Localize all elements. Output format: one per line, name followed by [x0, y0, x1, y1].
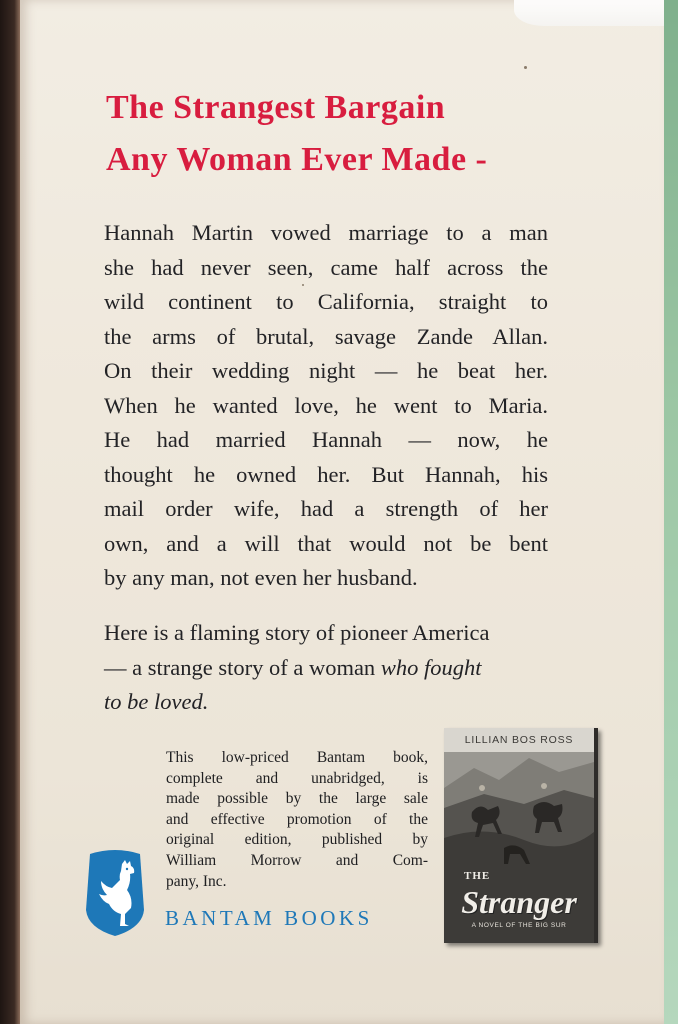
blurb-line: He had married Hannah — now, he — [104, 427, 548, 452]
closing-line-2 — [104, 651, 548, 686]
blurb-line: mail order wife, had a strength of her — [104, 496, 548, 521]
publisher-brand: BANTAM BOOKS — [165, 906, 373, 930]
publisher-note — [166, 748, 428, 892]
headline-line-1: The Strangest Bargain — [106, 89, 446, 126]
worn-corner — [514, 0, 664, 26]
blurb-line: wild continent to California, straight to — [104, 289, 548, 314]
book-title: Stranger — [461, 884, 577, 920]
book-subtitle: A NOVEL OF THE BIG SUR — [471, 922, 567, 929]
book-thumbnail — [444, 728, 598, 943]
blurb-line: by any man, not even her husband. — [104, 565, 418, 590]
book-author: LILLIAN BOS ROSS — [444, 728, 594, 752]
blurb-line: When he wanted love, he went to Maria. — [104, 392, 548, 418]
blurb-line: the arms of brutal, savage Zande Allan. — [104, 323, 548, 349]
publisher-note-line: pany, Inc. — [166, 872, 227, 890]
closing-line-1: Here is a flaming story of pioneer America — [104, 620, 490, 645]
book-cover-art — [444, 728, 594, 943]
publisher-note-line: complete and unabridged, is — [166, 769, 428, 787]
blurb-line: she had never seen, came half across the — [104, 254, 548, 280]
closing-line-3 — [104, 685, 548, 720]
headline — [106, 82, 566, 186]
publisher-note-line: original edition, published by — [166, 831, 428, 849]
book-title-prefix: THE — [464, 870, 491, 882]
blurb-line: On their wedding night — he beat her. — [104, 358, 548, 383]
headline-line-2: Any Woman Ever Made - — [106, 141, 488, 178]
closing-line-2-italic: who fought — [380, 654, 482, 680]
publisher-note-line: William Morrow and Com- — [166, 851, 428, 869]
publisher-note-line: This low-priced Bantam book, — [166, 749, 428, 766]
blurb-line: thought he owned her. But Hannah, his — [104, 461, 548, 487]
publisher-note-line: and effective promotion of the — [166, 810, 428, 828]
closing-paragraph — [104, 616, 548, 720]
closing-line-3-italic: to be loved. — [104, 689, 209, 714]
rooster-icon — [82, 848, 148, 938]
blurb-line: own, and a will that would not be bent — [104, 530, 548, 556]
blurb-line: Hannah Martin vowed marriage to a man — [104, 220, 548, 245]
closing-line-2-plain: — a strange story of a woman — [104, 654, 381, 680]
paper-speck — [524, 66, 527, 69]
story-blurb — [104, 216, 548, 596]
publisher-note-line: made possible by the large sale — [166, 790, 428, 808]
